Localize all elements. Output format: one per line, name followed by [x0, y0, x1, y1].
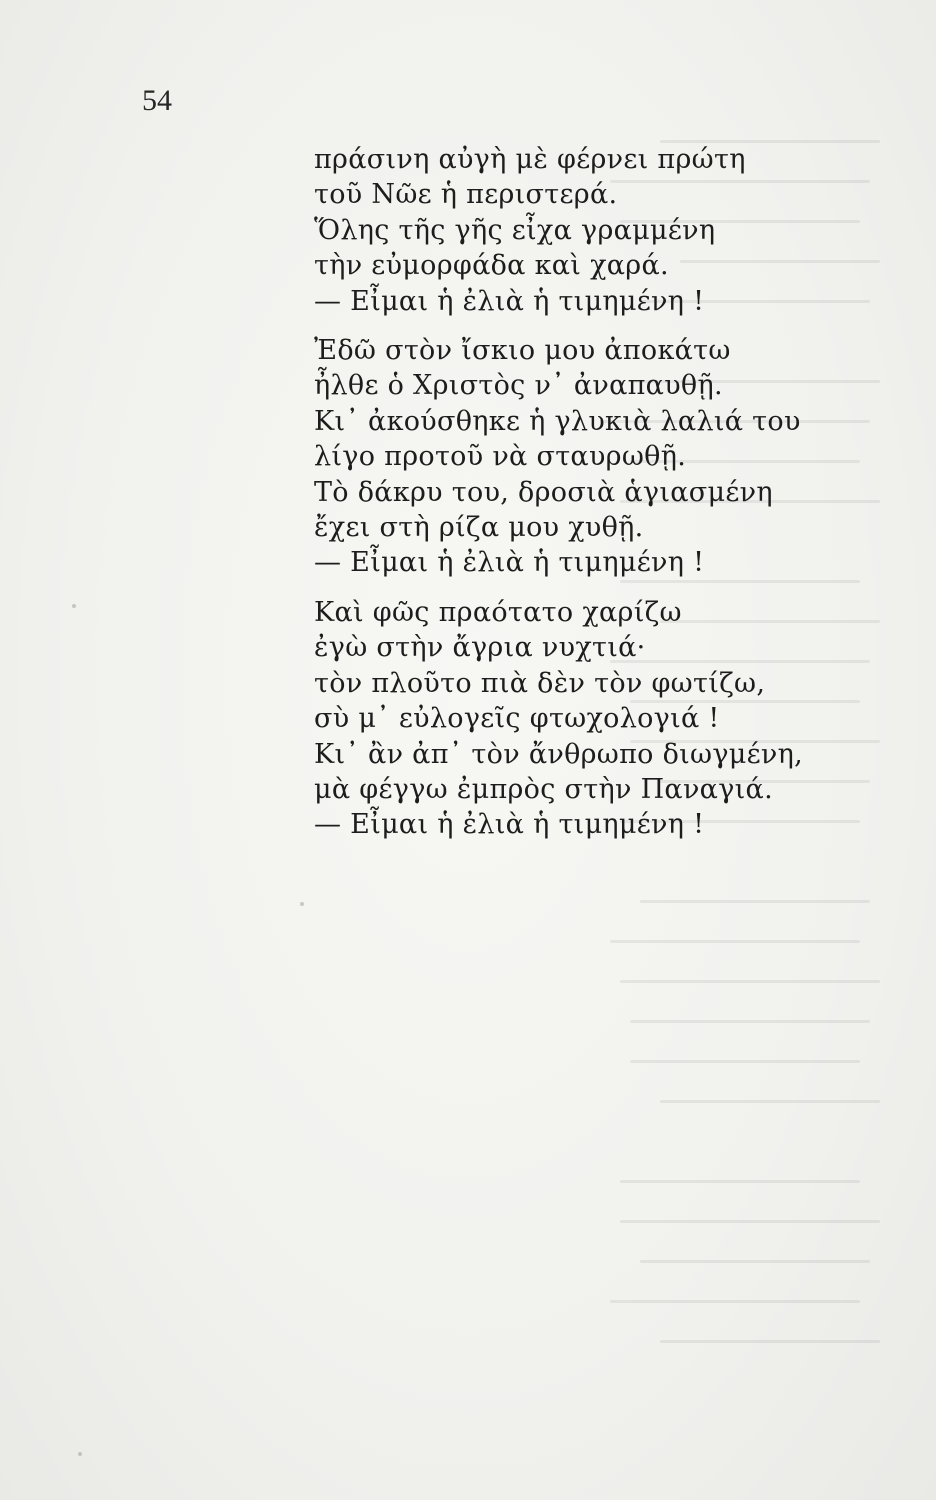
poem-line: τὸν πλοῦτο πιὰ δὲν τὸν φωτίζω,: [314, 667, 766, 699]
ghost-text-line: [660, 1340, 880, 1343]
ghost-text-line: [660, 1100, 880, 1103]
poem-line: Καὶ φῶς πραότατο χαρίζω: [314, 596, 682, 628]
poem-line: Ἐδῶ στὸν ἴσκιο μου ἀποκάτω: [314, 335, 731, 367]
poem-line: τοῦ Νῶε ἡ περιστερά.: [314, 179, 618, 211]
poem-line: Ὅλης τῆς γῆς εἶχα γραμμένη: [314, 214, 716, 246]
ghost-text-line: [640, 900, 870, 903]
page-number: 54: [142, 84, 172, 117]
stanza-1: [314, 142, 914, 319]
poem-line: σὺ μ᾽ εὐλογεῖς φτωχολογιά !: [314, 703, 720, 735]
paper-speck: [78, 1452, 82, 1456]
ghost-text-line: [620, 980, 880, 983]
poem-line: λίγο προτοῦ νὰ σταυρωθῇ.: [314, 441, 687, 473]
stanza-3: [314, 595, 914, 843]
poem-line: πράσινη αὐγὴ μὲ φέρνει πρώτη: [314, 144, 746, 175]
poem-refrain: — Εἶμαι ἡ ἐλιὰ ἡ τιμημένη !: [314, 547, 705, 579]
poem-line: ἔχει στὴ ρίζα μου χυθῇ.: [314, 512, 644, 544]
paper-speck: [300, 902, 304, 906]
ghost-text-line: [620, 1180, 860, 1183]
ghost-text-line: [610, 1300, 860, 1303]
poem-line: μὰ φέγγω ἐμπρὸς στὴν Παναγιά.: [314, 773, 773, 805]
paper-speck: [72, 604, 76, 608]
ghost-text-line: [630, 1060, 860, 1063]
poem-line: ἐγὼ στὴν ἄγρια νυχτιά·: [314, 632, 646, 664]
poem-line: Τὸ δάκρυ του, δροσιὰ ἁγιασμένη: [314, 476, 773, 508]
ghost-text-line: [640, 1260, 870, 1263]
ghost-text-line: [630, 1020, 870, 1023]
poem-refrain: — Εἶμαι ἡ ἐλιὰ ἡ τιμημένη !: [314, 809, 705, 841]
poem-line: τὴν εὐμορφάδα καὶ χαρά.: [314, 250, 669, 282]
ghost-text-line: [610, 940, 860, 943]
poem-line: ἦλθε ὁ Χριστὸς ν᾽ ἀναπαυθῇ.: [314, 370, 723, 402]
poem-line: Κι᾽ ἂν ἀπ᾽ τὸν ἄνθρωπο διωγμένη,: [314, 738, 803, 770]
ghost-text-line: [620, 1220, 880, 1223]
poem-refrain: — Εἶμαι ἡ ἐλιὰ ἡ τιμημένη !: [314, 285, 705, 317]
poem-line: Κι᾽ ἀκούσθηκε ἡ γλυκιὰ λαλιά του: [314, 405, 801, 437]
poem-body: [314, 142, 914, 857]
stanza-2: [314, 333, 914, 581]
